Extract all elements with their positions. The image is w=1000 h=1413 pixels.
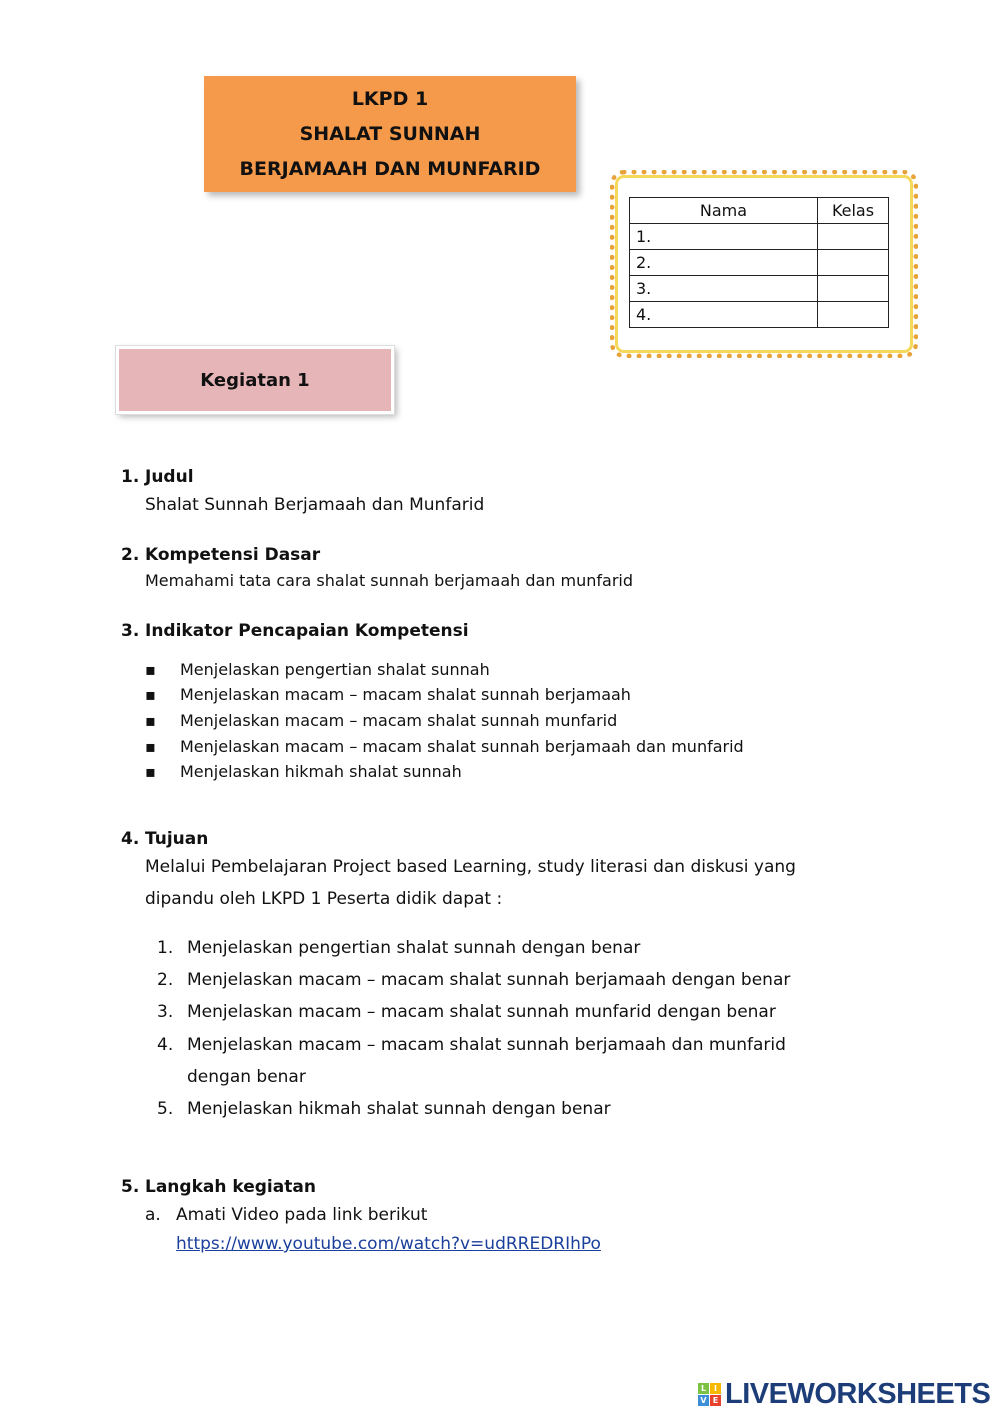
- indicator-item: Menjelaskan pengertian shalat sunnah: [180, 660, 490, 679]
- name-cell[interactable]: 1.: [630, 224, 818, 250]
- class-cell[interactable]: [818, 250, 889, 276]
- name-table: [629, 197, 889, 328]
- logo-letter: L: [698, 1383, 709, 1394]
- name-table-frame: [610, 170, 918, 358]
- list-number: 4.: [157, 1035, 174, 1055]
- section-number: 3.: [121, 621, 140, 641]
- title-box: [204, 76, 576, 192]
- list-number: 5.: [157, 1099, 174, 1119]
- indicator-item: Menjelaskan macam – macam shalat sunnah berjamaah: [180, 685, 631, 704]
- section-text: Memahami tata cara shalat sunnah berjamaah dan munfarid: [145, 571, 634, 590]
- list-number: 3.: [157, 1002, 174, 1022]
- section-heading: Judul: [145, 467, 194, 487]
- logo-icon: [698, 1383, 721, 1406]
- logo-text: LIVEWORKSHEETS: [725, 1378, 991, 1410]
- video-link[interactable]: https://www.youtube.com/watch?v=udRREDRIhPo: [176, 1234, 601, 1254]
- class-cell[interactable]: [818, 224, 889, 250]
- indicator-item: Menjelaskan macam – macam shalat sunnah berjamaah dan munfarid: [180, 737, 744, 756]
- section-text: Melalui Pembelajaran Project based Learning, study literasi dan diskusi yang: [145, 857, 796, 877]
- section-heading: Indikator Pencapaian Kompetensi: [145, 621, 469, 641]
- goal-item-continued: dengan benar: [187, 1067, 306, 1087]
- list-number: 2.: [157, 970, 174, 990]
- bullet-icon: ▪: [145, 762, 156, 781]
- goal-item: Menjelaskan pengertian shalat sunnah dengan benar: [187, 938, 641, 958]
- goal-item: Menjelaskan macam – macam shalat sunnah munfarid dengan benar: [187, 1002, 776, 1022]
- step-marker: a.: [145, 1205, 161, 1225]
- liveworksheets-logo: [698, 1378, 990, 1411]
- bullet-icon: ▪: [145, 660, 156, 679]
- name-cell[interactable]: 2.: [630, 250, 818, 276]
- class-cell[interactable]: [818, 276, 889, 302]
- section-text: dipandu oleh LKPD 1 Peserta didik dapat :: [145, 889, 503, 909]
- logo-letter: V: [698, 1395, 709, 1406]
- title-line: BERJAMAAH DAN MUNFARID: [239, 157, 541, 180]
- goal-item: Menjelaskan hikmah shalat sunnah dengan benar: [187, 1099, 611, 1119]
- header-kelas: Kelas: [818, 198, 889, 224]
- bullet-icon: ▪: [145, 711, 156, 730]
- logo-letter: I: [710, 1383, 721, 1394]
- class-cell[interactable]: [818, 302, 889, 328]
- section-number: 4.: [121, 829, 140, 849]
- title-line: SHALAT SUNNAH: [299, 122, 481, 145]
- activity-label: Kegiatan 1: [116, 346, 394, 414]
- section-heading: Kompetensi Dasar: [145, 545, 321, 565]
- goal-item: Menjelaskan macam – macam shalat sunnah berjamaah dan munfarid: [187, 1035, 786, 1055]
- title-line: LKPD 1: [351, 87, 429, 110]
- section-number: 5.: [121, 1177, 140, 1197]
- section-heading: Langkah kegiatan: [145, 1177, 316, 1197]
- bullet-icon: ▪: [145, 737, 156, 756]
- section-text: Shalat Sunnah Berjamaah dan Munfarid: [145, 495, 485, 515]
- section-heading: Tujuan: [145, 829, 209, 849]
- step-text: Amati Video pada link berikut: [176, 1205, 428, 1225]
- indicator-item: Menjelaskan macam – macam shalat sunnah munfarid: [180, 711, 618, 730]
- name-cell[interactable]: 3.: [630, 276, 818, 302]
- list-number: 1.: [157, 938, 174, 958]
- section-number: 2.: [121, 545, 140, 565]
- bullet-icon: ▪: [145, 685, 156, 704]
- logo-letter: E: [710, 1395, 721, 1406]
- header-nama: Nama: [630, 198, 818, 224]
- goal-item: Menjelaskan macam – macam shalat sunnah berjamaah dengan benar: [187, 970, 791, 990]
- indicator-item: Menjelaskan hikmah shalat sunnah: [180, 762, 462, 781]
- name-cell[interactable]: 4.: [630, 302, 818, 328]
- section-number: 1.: [121, 467, 140, 487]
